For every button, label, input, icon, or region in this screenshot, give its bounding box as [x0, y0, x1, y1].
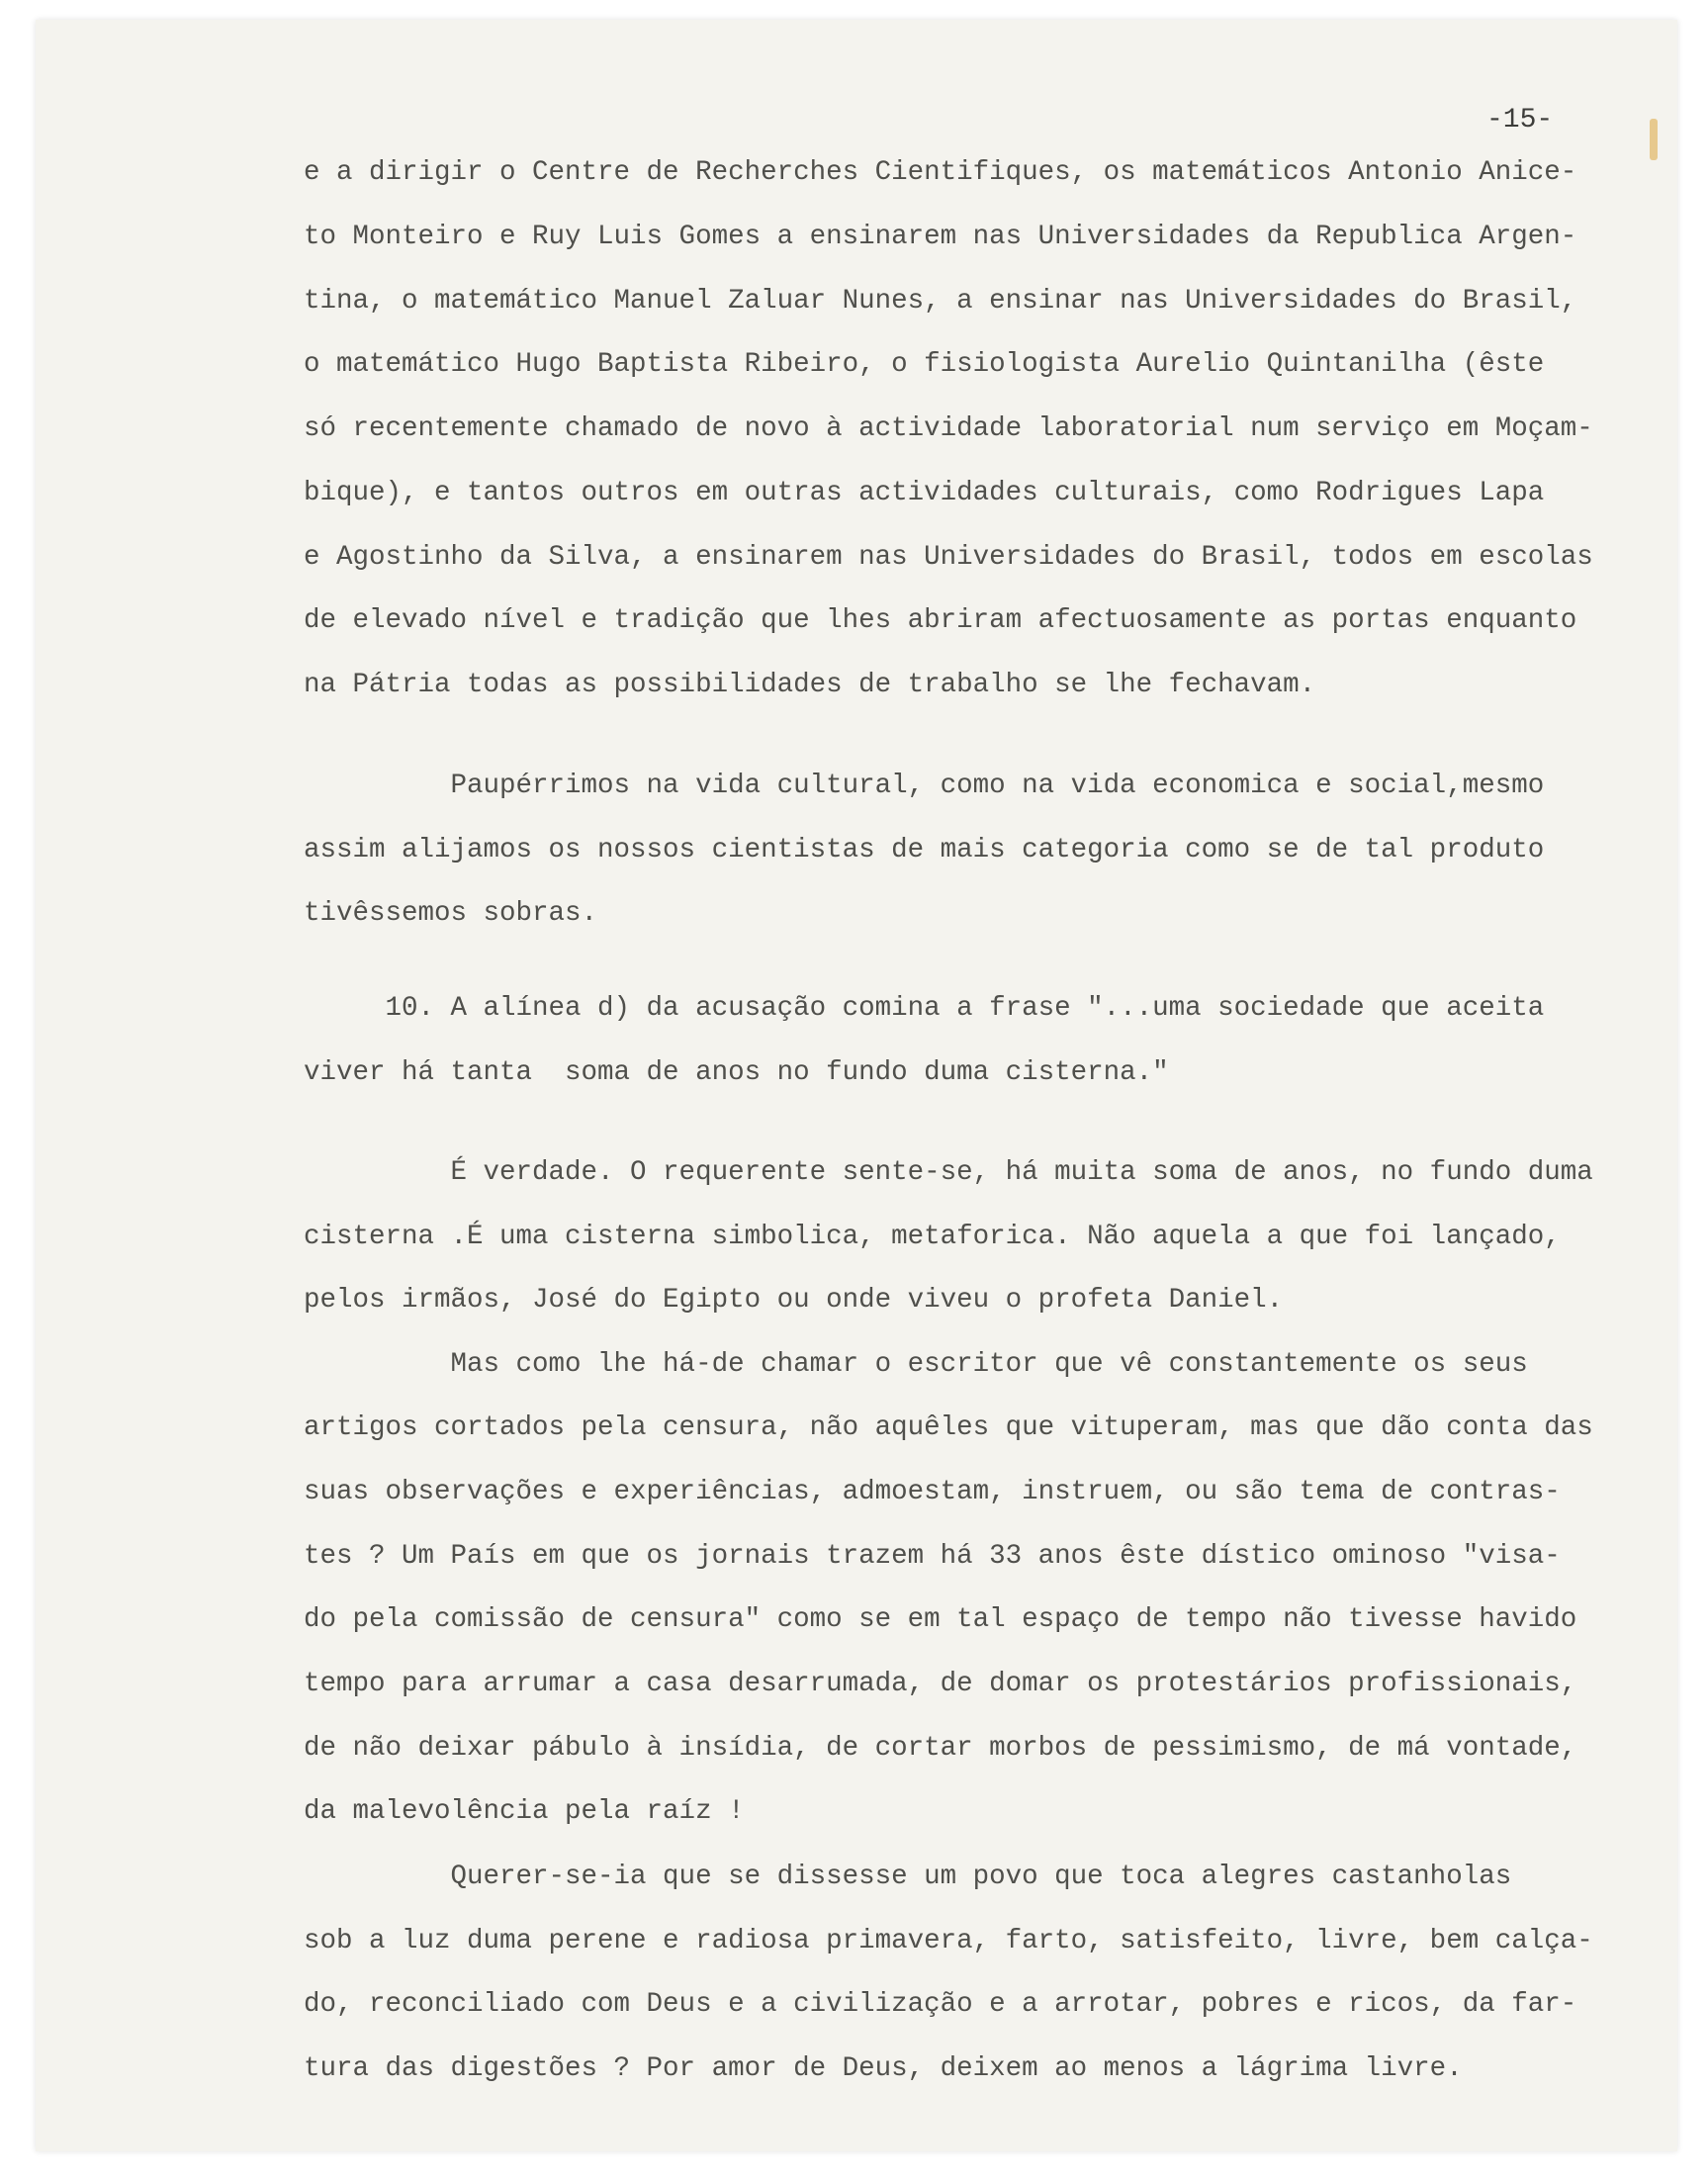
text-line: sob a luz duma perene e radiosa primavera, farto, satisfeito, livre, bem calça-: [304, 1926, 1593, 1956]
text-line: de não deixar pábulo à insídia, de cortar morbos de pessimismo, de má vontade,: [304, 1733, 1577, 1764]
text-line: Paupérrimos na vida cultural, como na vida economica e social,mesmo: [304, 771, 1545, 801]
text-line: cisterna .É uma cisterna simbolica, metaforica. Não aquela a que foi lançado,: [304, 1222, 1561, 1252]
text-line: to Monteiro e Ruy Luis Gomes a ensinarem nas Universidades da Republica Argen-: [304, 222, 1577, 252]
text-line: pelos irmãos, José do Egipto ou onde viveu o profeta Daniel.: [304, 1285, 1284, 1316]
text-line: assim alijamos os nossos cientistas de mais categoria como se de tal produto: [304, 835, 1545, 865]
text-line: do, reconciliado com Deus e a civilização e a arrotar, pobres e ricos, da far-: [304, 1989, 1577, 2020]
text-line: tes ? Um País em que os jornais trazem há 33 anos êste dístico ominoso "visa-: [304, 1541, 1561, 1572]
text-line: viver há tanta soma de anos no fundo duma cisterna.": [304, 1057, 1169, 1088]
text-line: o matemático Hugo Baptista Ribeiro, o fisiologista Aurelio Quintanilha (êste: [304, 349, 1545, 380]
text-line: suas observações e experiências, admoestam, instruem, ou são tema de contras-: [304, 1477, 1561, 1507]
text-line: bique), e tantos outros em outras actividades culturais, como Rodrigues Lapa: [304, 478, 1545, 508]
text-line: e Agostinho da Silva, a ensinarem nas Universidades do Brasil, todos em escolas: [304, 542, 1593, 573]
text-line: tempo para arrumar a casa desarrumada, de domar os protestários profissionais,: [304, 1669, 1577, 1699]
text-line: tina, o matemático Manuel Zaluar Nunes, a ensinar nas Universidades do Brasil,: [304, 286, 1577, 317]
text-line: 10. A alínea d) da acusação comina a frase "...uma sociedade que aceita: [304, 993, 1545, 1024]
text-line: Mas como lhe há-de chamar o escritor que vê constantemente os seus: [304, 1349, 1528, 1380]
text-line: só recentemente chamado de novo à actividade laboratorial num serviço em Moçam-: [304, 413, 1593, 444]
text-line: do pela comissão de censura" como se em tal espaço de tempo não tivesse havido: [304, 1604, 1577, 1635]
text-line: de elevado nível e tradição que lhes abriram afectuosamente as portas enquanto: [304, 605, 1577, 636]
text-line: da malevolência pela raíz !: [304, 1796, 745, 1827]
text-line: tivêssemos sobras.: [304, 898, 598, 929]
paper-edge-stain: [1650, 119, 1658, 160]
text-line: na Pátria todas as possibilidades de trabalho se lhe fechavam.: [304, 670, 1316, 700]
text-line: artigos cortados pela censura, não aquêles que vituperam, mas que dão conta das: [304, 1412, 1593, 1443]
text-line: tura das digestões ? Por amor de Deus, deixem ao menos a lágrima livre.: [304, 2053, 1463, 2084]
text-line: Querer-se-ia que se dissesse um povo que toca alegres castanholas: [304, 1862, 1512, 1892]
text-line: e a dirigir o Centre de Recherches Cientifiques, os matemáticos Antonio Anice-: [304, 157, 1577, 188]
page-number: -15-: [1486, 105, 1554, 136]
text-line: É verdade. O requerente sente-se, há muita soma de anos, no fundo duma: [304, 1157, 1593, 1188]
